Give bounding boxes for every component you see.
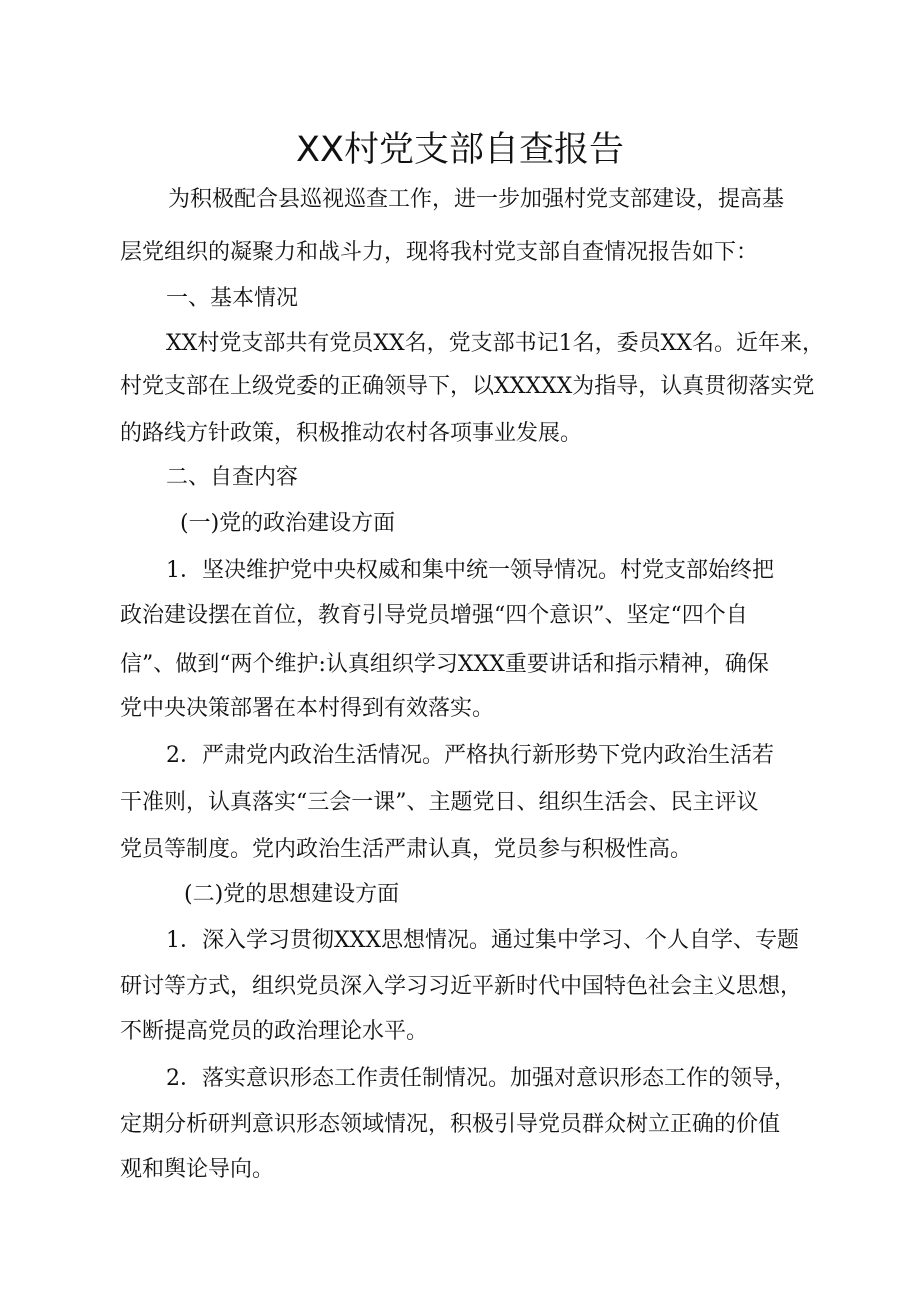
subsection-heading: (一)党的政治建设方面 [180,511,396,536]
document-title: XX村党支部自查报告 [296,130,624,170]
paragraph-line: XX村党支部共有党员XX名，党支部书记1名，委员XX名。近年来， [166,331,824,356]
paragraph-line: 2．严肃党内政治生活情况。严格执行新形势下党内政治生活若 [166,743,774,768]
paragraph-line: 党员等制度。党内政治生活严肃认真，党员参与积极性高。 [120,837,693,862]
paragraph-line: 政治建设摆在首位，教育引导党员增强“四个意识”、坚定“四个自 [120,603,748,628]
subsection-heading: (二)党的思想建设方面 [184,882,400,907]
paragraph-line: 1．坚决维护党中央权威和集中统一领导情况。村党支部始终把 [166,558,774,583]
paragraph-line: 为积极配合县巡视巡查工作，进一步加强村党支部建设，提高基 [168,187,785,212]
paragraph-line: 村党支部在上级党委的正确领导下，以XXXXX为指导，认真贯彻落实党 [120,374,815,399]
paragraph-line: 2．落实意识形态工作责任制情况。加强对意识形态工作的领导， [166,1066,796,1091]
paragraph-line: 信”、做到“两个维护:认真组织学习XXX重要讲话和指示精神，确保 [120,652,769,677]
paragraph-line: 定期分析研判意识形态领域情况，积极引导党员群众树立正确的价值 [120,1112,781,1137]
section-heading: 一、基本情况 [166,286,299,311]
paragraph-line: 观和舆论导向。 [120,1157,275,1182]
paragraph-line: 研讨等方式，组织党员深入学习习近平新时代中国特色社会主义思想， [120,974,803,999]
section-heading: 二、自查内容 [166,465,299,490]
paragraph-line: 党中央决策部署在本村得到有效落实。 [120,696,495,721]
paragraph-line: 干准则，认真落实“三会一课”、主题党日、组织生活会、民主评议 [120,790,759,815]
paragraph-line: 1．深入学习贯彻XXX思想情况。通过集中学习、个人自学、专题 [166,928,799,953]
paragraph-line: 的路线方针政策，积极推动农村各项事业发展。 [120,421,583,446]
paragraph-line: 不断提高党员的政治理论水平。 [120,1019,429,1044]
paragraph-line: 层党组织的凝聚力和战斗力，现将我村党支部自查情况报告如下： [120,240,759,265]
